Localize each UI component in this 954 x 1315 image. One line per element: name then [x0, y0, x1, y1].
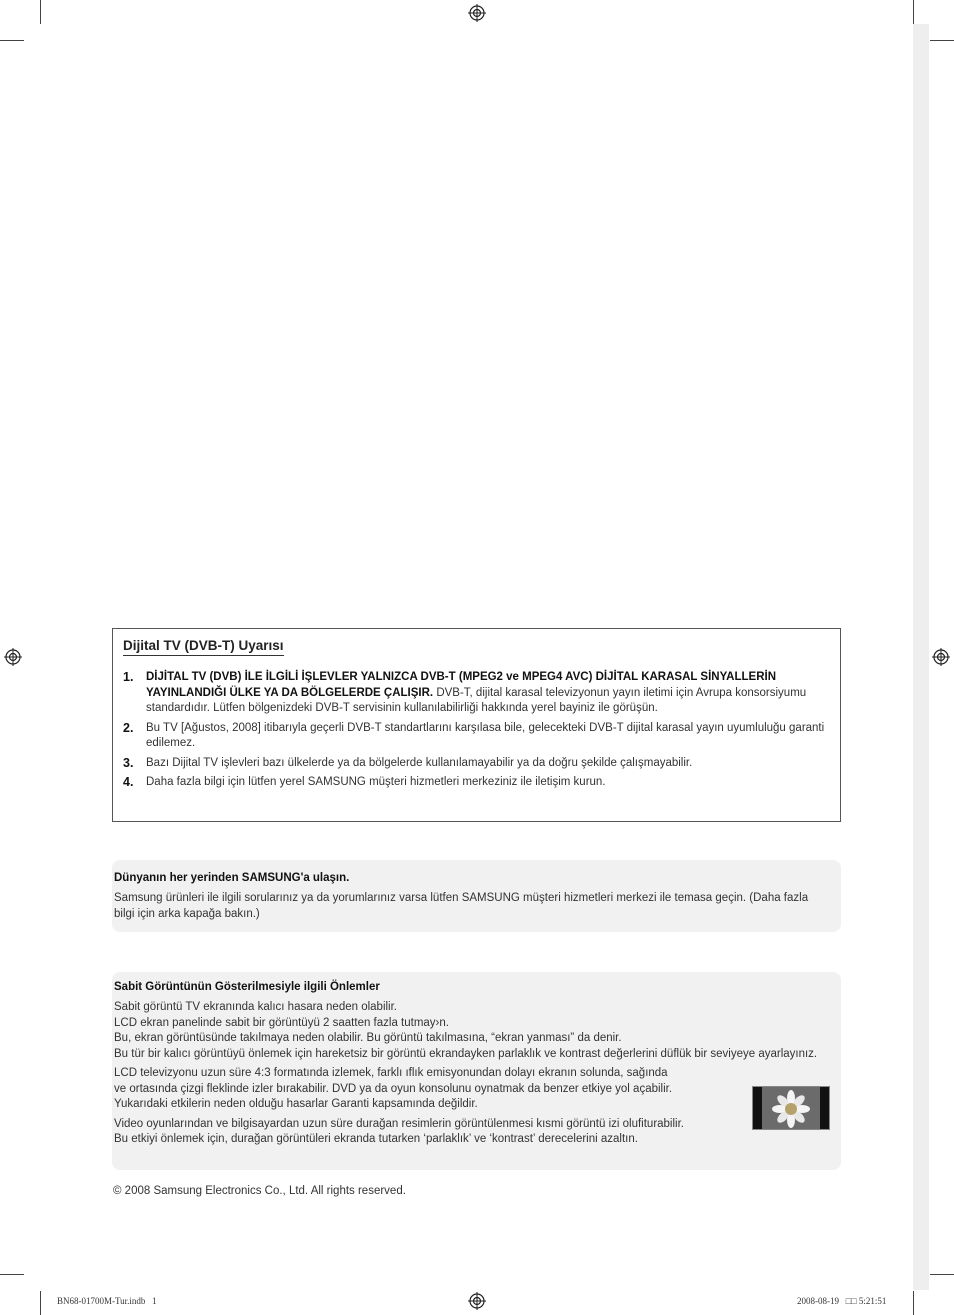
- footer-timestamp: 2008-08-19 □□ 5:21:51: [797, 1296, 887, 1306]
- list-number: 3.: [123, 755, 134, 770]
- text-line: Bu, ekran görüntüsünde takılmaya neden olabilir. Bu görüntü takılmasına, “ekran yanması” da denir.: [114, 1032, 622, 1044]
- list-item-text: DVB-T, dijital karasal televizyonun yayın iletimi için Avrupa konsorsiyumu standardıdır. Lütfen bölgenizdeki DVB-T servisinin kullanılabilirliği hakkında yerel bayiniz ile görüşün.: [146, 686, 807, 714]
- still-image-box: [112, 972, 841, 1170]
- page-edge-shade: [913, 24, 929, 1290]
- tv-flower-image: [752, 1086, 830, 1130]
- text-line: Bu tür bir kalıcı görüntüyü önlemek için hareketsiz bir görüntü ekrandayken parlaklık ve kontrast değerlerini düflük bir seviyeye ayarlayınız.: [114, 1047, 818, 1060]
- still-image-para2: [114, 1066, 831, 1113]
- contact-title: Dünyanın her yerinden SAMSUNG'a ulaşın.: [114, 872, 350, 884]
- text-line: Video oyunlarından ve bilgisayardan uzun süre durağan resimlerin görüntülenmesi kısmi görüntü izi olufiturabilir.: [114, 1117, 684, 1130]
- list-item: [123, 756, 828, 772]
- text-line: Bu etkiyi önlemek için, durağan görüntüleri ekranda tutarken ‘parlaklık’ ve ‘kontrast’ derecelerini azaltın.: [114, 1133, 638, 1145]
- copyright-text: © 2008 Samsung Electronics Co., Ltd. All rights reserved.: [113, 1185, 406, 1197]
- crop-mark: [930, 40, 954, 41]
- registration-mark-icon: [932, 648, 950, 666]
- contact-text: Samsung ürünleri ile ilgili sorularınız ya da yorumlarınız varsa lütfen SAMSUNG müşteri hizmetleri merkezi ile temasa geçin. (Daha fazla bilgi için arka kapağa bakın.): [114, 892, 809, 920]
- registration-mark-icon: [468, 1292, 486, 1310]
- dvb-notice-list: [123, 670, 828, 795]
- crop-mark: [0, 40, 24, 41]
- text-line: LCD televizyonu uzun süre 4:3 formatında izlemek, farklı ıflık emisyonundan dolayı ekranın solunda, sağında: [114, 1067, 668, 1079]
- list-item: [123, 721, 828, 752]
- still-image-para3: [114, 1117, 831, 1148]
- crop-mark: [0, 1274, 24, 1275]
- text-line: Yukarıdaki etkilerin neden olduğu hasarlar Garanti kapsamında değildir.: [114, 1098, 478, 1110]
- text-line: LCD ekran panelinde sabit bir görüntüyü 2 saatten fazla tutmay›n.: [114, 1016, 449, 1029]
- crop-mark: [40, 1291, 41, 1315]
- list-item-text: Bu TV [Ağustos, 2008] itibarıyla geçerli DVB-T standartlarını karşılasa bile, gelecekteki DVB-T dijital karasal yayın uyumluluğu garanti edilemez.: [146, 721, 825, 749]
- list-item-text: Bazı Dijital TV işlevleri bazı ülkelerde ya da bölgelerde kullanılamayabilir ya da doğru şekilde çalışmayabilir.: [146, 756, 693, 769]
- contact-samsung-box: [112, 860, 841, 932]
- still-image-title: Sabit Görüntünün Gösterilmesiyle ilgili Önlemler: [114, 981, 380, 993]
- text-line: ve ortasında çizgi fleklinde izler bırakabilir. DVD ya da oyun konsolunu oynatmak da benzer etkiye yol açabilir.: [114, 1082, 673, 1095]
- flower-icon: [753, 1087, 829, 1129]
- crop-mark: [930, 1274, 954, 1275]
- registration-mark-icon: [4, 648, 22, 666]
- text-line: Sabit görüntü TV ekranında kalıcı hasara neden olabilir.: [114, 1001, 397, 1013]
- crop-mark: [913, 1291, 914, 1315]
- dvb-notice-title: Dijital TV (DVB-T) Uyarısı: [123, 638, 284, 656]
- list-item-text: Daha fazla bilgi için lütfen yerel SAMSUNG müşteri hizmetleri merkeziniz ile iletişim kurun.: [146, 776, 606, 788]
- crop-mark: [913, 0, 914, 24]
- footer-filename: BN68-01700M-Tur.indb 1: [57, 1296, 157, 1306]
- crop-mark: [40, 0, 41, 24]
- list-number: 4.: [123, 775, 134, 789]
- still-image-para1: [114, 1000, 831, 1062]
- registration-mark-icon: [468, 4, 486, 22]
- list-item-bold-text: DİJİTAL TV (DVB) İLE İLGİLİ İŞLEVLER YALNIZCA DVB-T (MPEG2 ve MPEG4 AVC) DİJİTAL KARASAL SİNYALLERİN YAYINLANDIĞI ÜLKE YA DA BÖLGELERDE ÇALIŞIR.: [146, 671, 777, 699]
- list-number: 1.: [123, 670, 134, 684]
- list-item: [123, 670, 828, 717]
- dvb-notice-box: [112, 628, 841, 822]
- list-number: 2.: [123, 720, 134, 735]
- list-item: [123, 775, 828, 791]
